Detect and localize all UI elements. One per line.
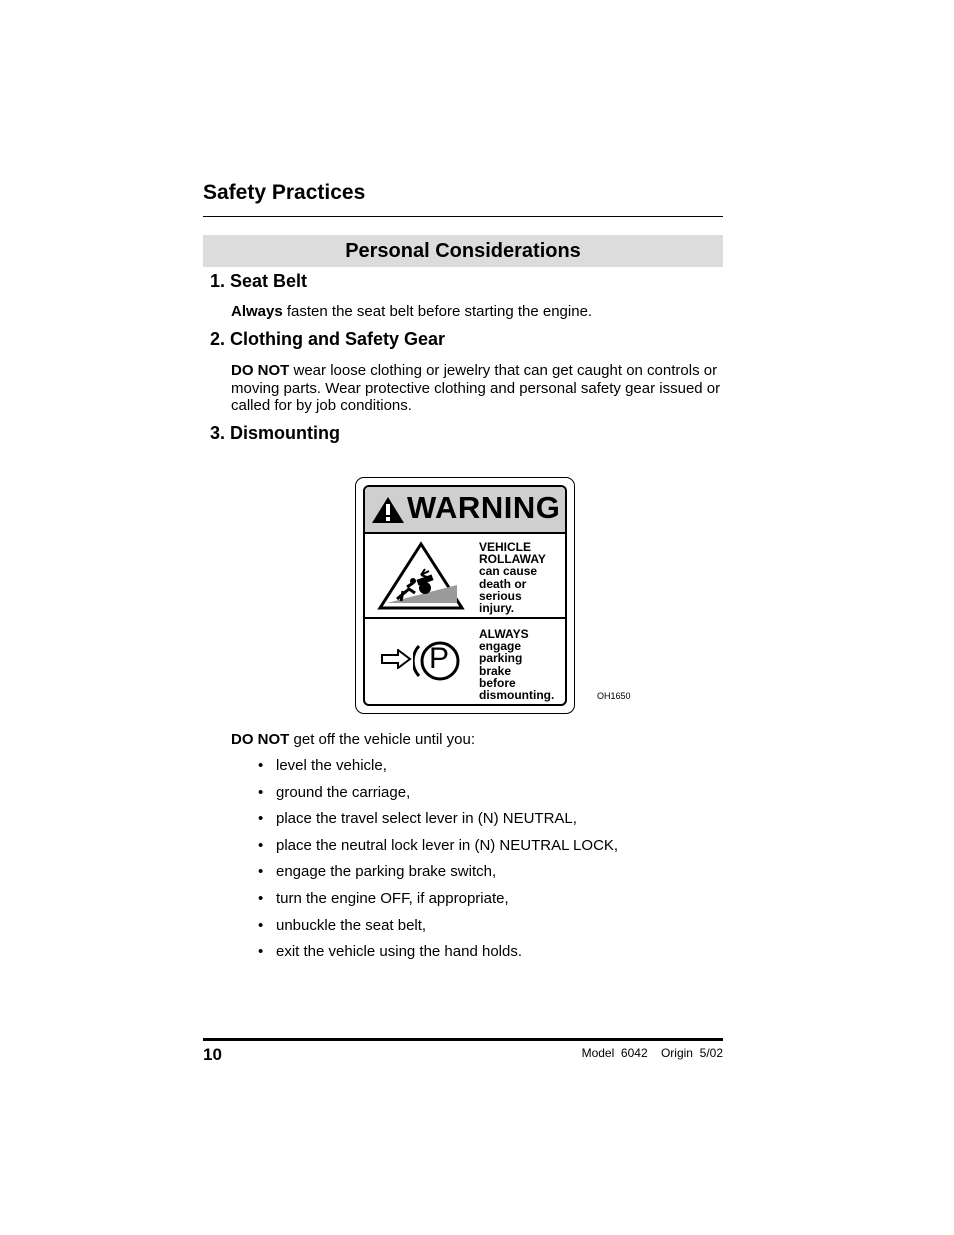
step-text: ground the carriage, bbox=[276, 783, 411, 801]
parking-line: dismounting. bbox=[479, 688, 555, 703]
rollaway-line: injury. bbox=[479, 601, 515, 616]
bullet: • bbox=[258, 916, 264, 934]
bullet: • bbox=[258, 757, 264, 774]
footer-model-info: Model 6042 Origin 5/02 bbox=[581, 1046, 723, 1060]
parking-symbol: P bbox=[429, 642, 450, 675]
item-text-clothing bbox=[231, 362, 723, 415]
rollaway-hazard-icon bbox=[377, 541, 465, 611]
page-number: 10 bbox=[203, 1045, 222, 1064]
bullet: • bbox=[258, 863, 264, 881]
rollaway-panel bbox=[365, 534, 565, 619]
step-text: exit the vehicle using the hand holds. bbox=[276, 943, 522, 961]
bullet: • bbox=[258, 783, 264, 801]
warning-sign-inner bbox=[363, 485, 567, 706]
rollaway-line: VEHICLE bbox=[479, 540, 532, 554]
list-item bbox=[258, 783, 618, 810]
list-item bbox=[258, 889, 618, 916]
step-text: place the neutral lock lever in (N) NEUTRAL LOCK, bbox=[276, 836, 619, 854]
page-title: Safety Practices bbox=[203, 181, 366, 204]
dismount-intro bbox=[231, 731, 723, 749]
step-text: level the vehicle, bbox=[276, 757, 387, 774]
dismount-intro-text: get off the vehicle until you: bbox=[289, 731, 476, 748]
step-text: engage the parking brake switch, bbox=[276, 863, 497, 881]
warning-header bbox=[365, 487, 565, 534]
bullet: • bbox=[258, 943, 264, 961]
parking-line: before bbox=[479, 675, 516, 690]
step-text: turn the engine OFF, if appropriate, bbox=[276, 889, 509, 907]
footer-rule bbox=[203, 1038, 723, 1041]
emphasis-do-not: DO NOT bbox=[231, 362, 290, 379]
list-item bbox=[258, 862, 618, 889]
warning-triangle-icon bbox=[371, 496, 405, 524]
rollaway-line: can cause bbox=[479, 564, 538, 579]
arrow-right-icon bbox=[380, 649, 412, 669]
list-item bbox=[258, 756, 618, 783]
parking-brake-panel bbox=[365, 619, 565, 706]
list-item bbox=[258, 836, 618, 863]
list-item bbox=[258, 916, 618, 943]
bullet: • bbox=[258, 836, 264, 854]
seat-belt-text: fasten the seat belt before starting the engine. bbox=[282, 303, 593, 320]
item-heading-clothing: 2. Clothing and Safety Gear bbox=[210, 329, 446, 349]
dismount-steps bbox=[258, 756, 618, 969]
rollaway-line: serious bbox=[479, 588, 522, 603]
item-heading-dismounting: 3. Dismounting bbox=[210, 423, 340, 443]
item-heading-seat-belt: 1. Seat Belt bbox=[210, 271, 308, 291]
section-title: Personal Considerations bbox=[203, 235, 723, 267]
parking-line: engage bbox=[479, 639, 522, 654]
bullet: • bbox=[258, 889, 264, 907]
emphasis-do-not: DO NOT bbox=[231, 731, 290, 748]
list-item bbox=[258, 809, 618, 836]
step-text: place the travel select lever in (N) NEUTRAL, bbox=[276, 810, 577, 828]
list-item bbox=[258, 942, 618, 969]
rollaway-line: ROLLAWAY bbox=[479, 552, 546, 567]
emphasis-always: Always bbox=[231, 303, 283, 320]
clothing-text: wear loose clothing or jewelry that can get caught on controls or moving parts. Wear protective clothing and personal safety gear issued or called for by job conditions. bbox=[231, 362, 721, 414]
title-rule bbox=[203, 216, 723, 217]
bullet: • bbox=[258, 810, 264, 828]
parking-line: brake bbox=[479, 663, 512, 678]
parking-brake-text bbox=[479, 628, 554, 701]
rollaway-line: death or bbox=[479, 576, 527, 591]
parking-line: ALWAYS bbox=[479, 627, 529, 641]
rollaway-text bbox=[479, 541, 546, 614]
warning-sign bbox=[355, 477, 575, 714]
item-text-seat-belt bbox=[231, 303, 723, 321]
illustration-code: OH1650 bbox=[597, 691, 631, 701]
step-text: unbuckle the seat belt, bbox=[276, 916, 427, 934]
warning-word: WARNING bbox=[407, 490, 561, 525]
parking-line: parking bbox=[479, 651, 523, 666]
